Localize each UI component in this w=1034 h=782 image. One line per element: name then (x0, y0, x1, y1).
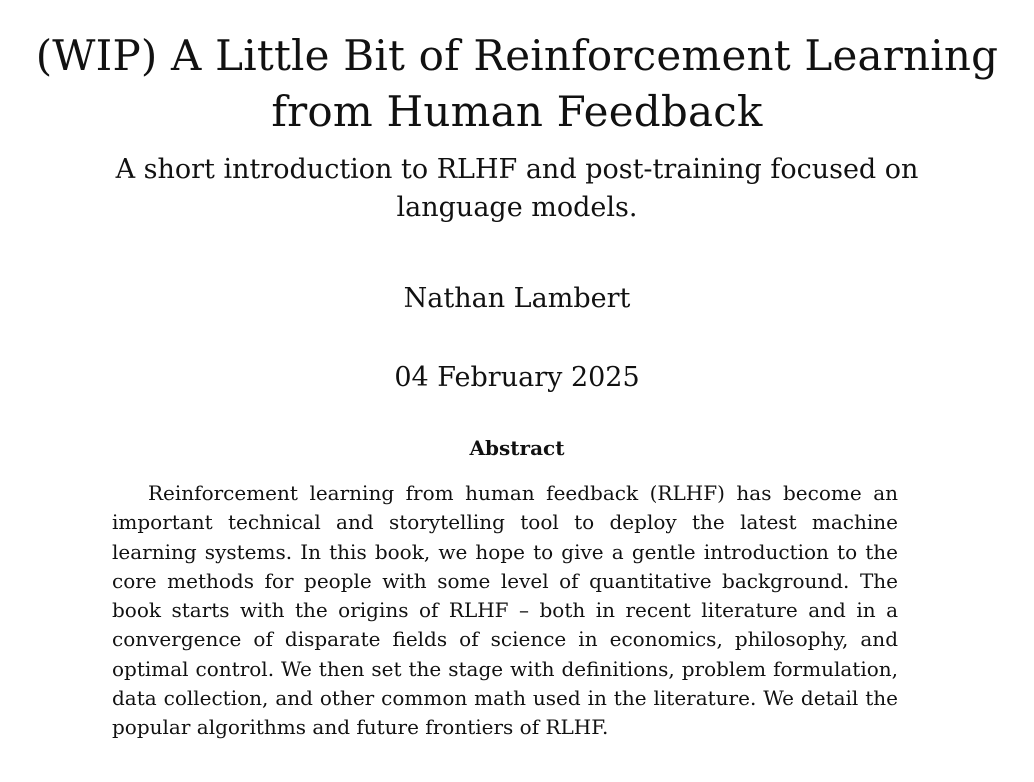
paper-title-line-2: from Human Feedback (271, 87, 763, 136)
publication-date: 04 February 2025 (394, 362, 640, 393)
paper-subtitle-line-2: language models. (396, 192, 638, 223)
paper-title-line-1: (WIP) A Little Bit of Reinforcement Learning (35, 31, 999, 80)
abstract-heading: Abstract (469, 436, 565, 460)
paper-subtitle-line-1: A short introduction to RLHF and post-training focused on (115, 154, 919, 185)
author-name: Nathan Lambert (403, 283, 631, 314)
paper-title (0, 28, 1034, 140)
paper-subtitle (0, 151, 1034, 227)
abstract-text: Reinforcement learning from human feedback (RLHF) has become an important technical and storytelling tool to deploy the latest machine learning systems. In this book, we hope to give a gentle introduction to the core methods for people with some level of quantitative background. The book starts with the origins of RLHF – both in recent literature and in a convergence of disparate fields of science in economics, philosophy, and optimal control. We then set the stage with definitions, problem formulation, data collection, and other common math used in the literature. We detail the popular algorithms and future frontiers of RLHF. (112, 481, 898, 740)
